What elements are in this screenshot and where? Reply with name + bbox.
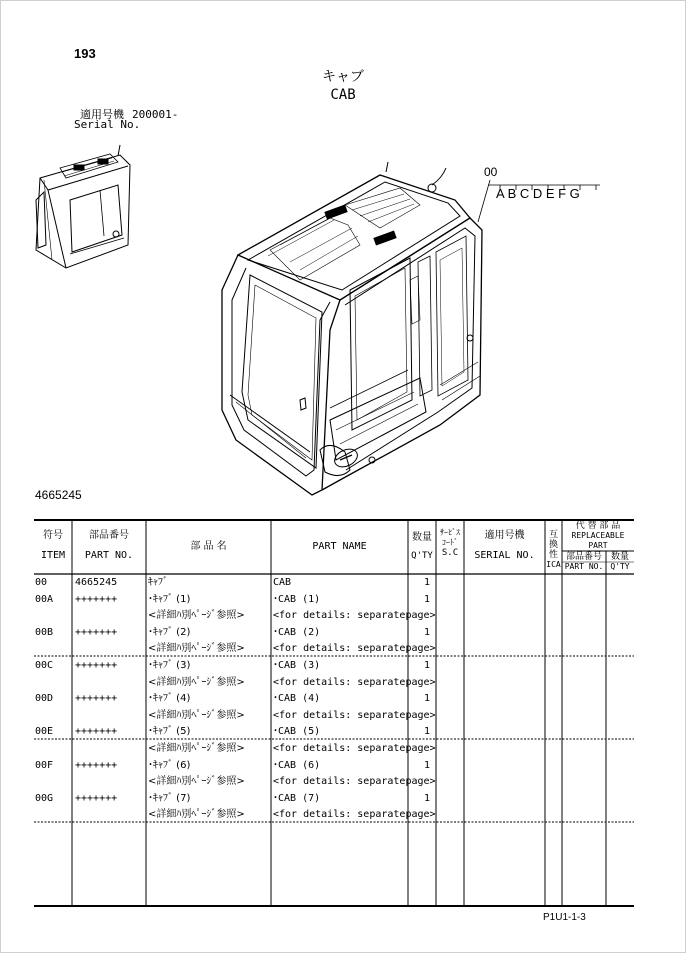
cell-name-en: ･CAB (2) [273, 626, 321, 638]
header-ica-en: ICA [546, 560, 561, 569]
cell-name-en: <for details: separatepage> [273, 743, 436, 754]
page-footer-code: P1U1-1-3 [543, 912, 586, 923]
cell-name-jp: ･ｷｬﾌﾞ (2) [148, 626, 191, 638]
serial-value: 200001- [132, 108, 179, 121]
cell-name-en: ･CAB (4) [273, 693, 321, 705]
header-repl-qty-jp: 数量 [610, 552, 629, 562]
cell-item: 00D [35, 693, 54, 705]
header-serial-jp: 適用号機 [484, 530, 525, 541]
cell-name-jp: <詳細ﾊ別ﾍﾟｰｼﾞ参照> [148, 676, 245, 688]
cell-qty [408, 709, 430, 722]
cell-name-en: ･CAB (1) [273, 593, 321, 605]
header-name-jp: 部 品 名 [190, 541, 227, 552]
cell-qty [408, 609, 430, 622]
main-cab-drawing [222, 162, 600, 495]
cell-name-jp: ｷｬﾌﾞ [148, 577, 168, 588]
cell-name-en: ･CAB (6) [273, 759, 321, 771]
cell-name-en: <for details: separatepage> [273, 809, 436, 821]
page-title-en: CAB [330, 87, 356, 103]
cell-name-jp: ･ｷｬﾌﾞ (7) [148, 792, 191, 804]
cell-qty: 1 [423, 577, 430, 588]
page-number: 193 [74, 46, 96, 61]
cell-item: 00E [35, 726, 54, 738]
header-sc [436, 528, 464, 558]
header-sc-jp-2: ｺｰﾄﾞ [442, 538, 458, 547]
cell-part: +++++++ [75, 626, 118, 638]
cell-name-jp: ･ｷｬﾌﾞ (6) [148, 759, 191, 771]
cell-name-jp: ･ｷｬﾌﾞ (5) [148, 726, 191, 738]
header-partno [72, 530, 146, 562]
cell-item: 00G [35, 792, 54, 804]
cell-part: +++++++ [75, 660, 118, 671]
cell-qty: 1 [423, 792, 430, 804]
cell-name-jp: ･ｷｬﾌﾞ (4) [148, 693, 191, 705]
header-ica-jp-1: 互 [548, 530, 558, 540]
cell-part: 4665245 [75, 577, 118, 588]
variant-letters: A B C D E F G [496, 186, 580, 201]
header-repl-partno [562, 552, 606, 572]
header-serial [464, 530, 545, 562]
header-name-en: PART NAME [312, 541, 367, 552]
header-repl-en-1: REPLACEABLE [571, 531, 625, 540]
cell-item: 00A [35, 593, 54, 605]
header-repl-partno-en: PART NO. [564, 562, 604, 571]
cell-name-jp: <詳細ﾊ別ﾍﾟｰｼﾞ参照> [148, 643, 245, 655]
cell-name-en: ･CAB (7) [273, 792, 321, 804]
cell-qty: 1 [423, 759, 430, 771]
cell-qty: 1 [423, 693, 430, 705]
cell-name-jp: <詳細ﾊ別ﾍﾟｰｼﾞ参照> [148, 776, 245, 788]
serial-label-jp: 適用号機 [80, 108, 124, 121]
cell-qty [408, 742, 430, 755]
cell-name-en: CAB [273, 577, 292, 588]
cell-qty: 1 [423, 660, 430, 671]
cell-part: +++++++ [75, 726, 118, 738]
variant-index: 00 [484, 165, 498, 179]
header-item-en: ITEM [40, 550, 66, 561]
header-repl-jp: 代 替 部 品 [575, 521, 621, 531]
cell-qty: 1 [423, 593, 430, 605]
header-item [34, 530, 72, 562]
page-title-jp: キャブ [322, 69, 364, 85]
cell-part: +++++++ [75, 693, 118, 705]
header-repl-qty [606, 552, 634, 572]
cell-part: +++++++ [75, 759, 118, 771]
serial-label-en: Serial No. [74, 118, 141, 131]
header-repl-qty-en: Q'TY [610, 562, 630, 571]
cell-qty [408, 775, 430, 788]
cell-name-jp: ･ｷｬﾌﾞ (3) [148, 660, 191, 671]
cell-name-en: <for details: separatepage> [273, 610, 436, 622]
cell-part: +++++++ [75, 792, 118, 804]
thumbnail-cab-drawing [36, 145, 130, 268]
cell-part: +++++++ [75, 593, 118, 605]
header-repl-partno-jp: 部品番号 [565, 552, 602, 562]
cell-item: 00F [35, 759, 54, 771]
cell-qty [408, 676, 430, 689]
cell-item: 00B [35, 626, 54, 638]
cell-name-en: ･CAB (3) [273, 660, 321, 671]
header-qty [408, 532, 436, 562]
header-replaceable [562, 521, 634, 551]
cell-name-jp: <詳細ﾊ別ﾍﾟｰｼﾞ参照> [148, 709, 245, 721]
header-sc-jp-1: ｻｰﾋﾞｽ [440, 528, 460, 537]
header-qty-en: Q'TY [411, 551, 433, 561]
header-qty-jp: 数量 [412, 532, 432, 543]
header-partno-jp: 部品番号 [89, 530, 129, 541]
header-serial-en: SERIAL NO. [474, 550, 535, 561]
header-partno-en: PART NO. [84, 550, 134, 561]
cell-item: 00C [35, 660, 54, 671]
cell-name-en: <for details: separatepage> [273, 643, 436, 655]
cell-name-jp: ･ｷｬﾌﾞ (1) [148, 593, 191, 605]
cell-name-en: ･CAB (5) [273, 726, 321, 738]
header-ica-jp-3: 性 [548, 550, 558, 560]
cell-item: 00 [35, 577, 48, 588]
cell-qty [408, 642, 430, 655]
header-ica [545, 530, 562, 570]
cell-name-jp: <詳細ﾊ別ﾍﾟｰｼﾞ参照> [148, 743, 245, 754]
assembly-part-number: 4665245 [35, 488, 82, 502]
header-repl-en-2: PART [588, 541, 608, 550]
header-item-jp: 符号 [43, 530, 63, 541]
cell-name-en: <for details: separatepage> [273, 676, 436, 688]
cell-qty [408, 808, 430, 821]
cell-name-jp: <詳細ﾊ別ﾍﾟｰｼﾞ参照> [148, 610, 245, 622]
cell-qty: 1 [423, 626, 430, 638]
cell-qty: 1 [423, 726, 430, 738]
cell-name-jp: <詳細ﾊ別ﾍﾟｰｼﾞ参照> [148, 809, 245, 821]
header-sc-en: S.C [441, 548, 459, 558]
header-ica-jp-2: 換 [548, 540, 558, 550]
cell-name-en: <for details: separatepage> [273, 709, 436, 721]
cell-name-en: <for details: separatepage> [273, 776, 436, 788]
